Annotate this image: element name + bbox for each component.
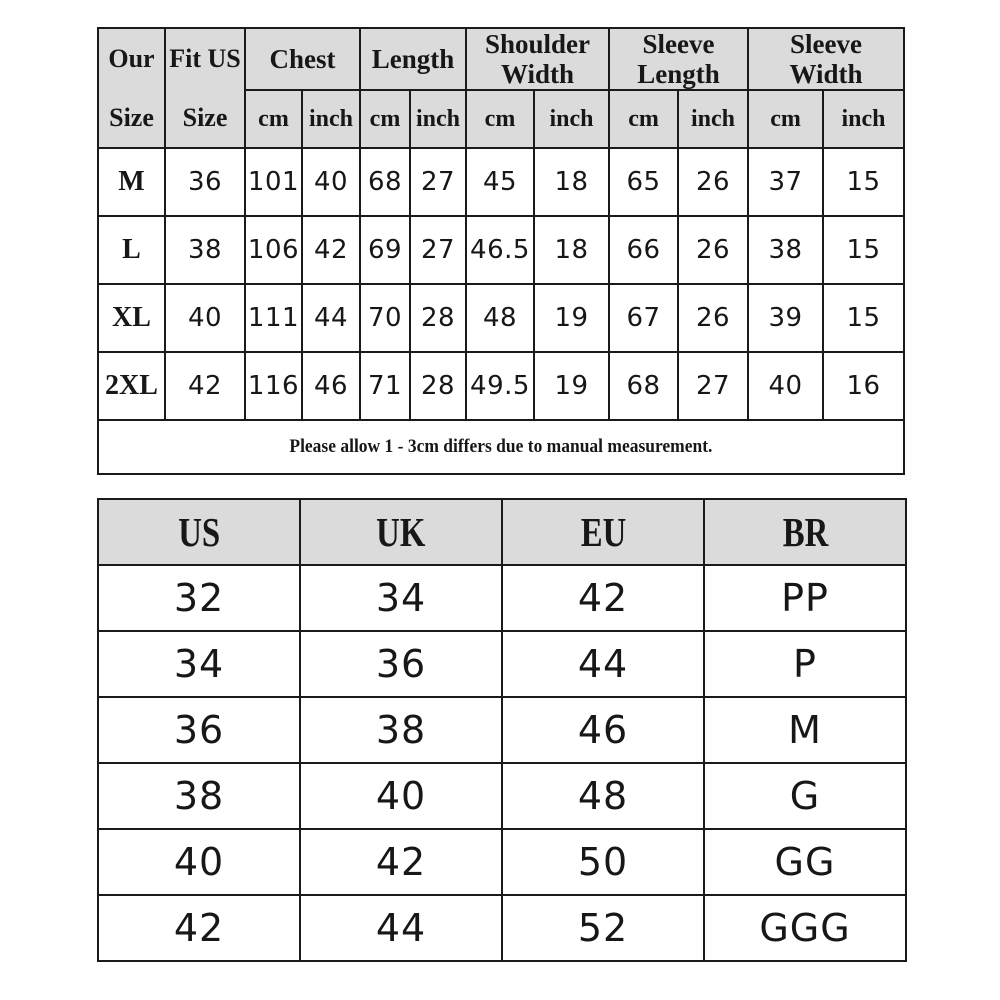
shoulder-inch-value: 18 xyxy=(534,216,609,284)
measurement-note xyxy=(98,420,904,474)
sleeve-length-inch-value: 27 xyxy=(678,352,748,420)
chest-inch-value: 40 xyxy=(302,148,360,216)
our-size-header xyxy=(98,28,165,148)
length-cm-value: 68 xyxy=(360,148,410,216)
size-label: 2XL xyxy=(98,352,165,420)
shoulder-cm-value: 48 xyxy=(466,284,534,352)
sleeve-length-inch-label: inch xyxy=(678,90,748,148)
eu-column-header: EU xyxy=(502,499,704,565)
sleeve-width-inch-label: inch xyxy=(823,90,904,148)
length-cm-label: cm xyxy=(360,90,410,148)
size-label: XL xyxy=(98,284,165,352)
sleeve-width-cm-value: 37 xyxy=(748,148,823,216)
br-value: M xyxy=(704,697,906,763)
br-value: PP xyxy=(704,565,906,631)
chest-cm-value: 106 xyxy=(245,216,302,284)
note-row xyxy=(98,420,904,474)
uk-column-header: UK xyxy=(300,499,502,565)
table-row xyxy=(98,895,906,961)
shoulder-cm-value: 46.5 xyxy=(466,216,534,284)
uk-value: 42 xyxy=(300,829,502,895)
br-value: P xyxy=(704,631,906,697)
length-inch-value: 28 xyxy=(410,284,466,352)
measurement-note-text: Please allow 1 - 3cm differs due to manual measurement. xyxy=(289,436,713,458)
uk-value: 40 xyxy=(300,763,502,829)
table-row xyxy=(98,565,906,631)
length-inch-value: 27 xyxy=(410,216,466,284)
us-value: 34 xyxy=(98,631,300,697)
chest-cm-value: 116 xyxy=(245,352,302,420)
eu-value: 44 xyxy=(502,631,704,697)
us-value: 40 xyxy=(98,829,300,895)
chest-inch-value: 42 xyxy=(302,216,360,284)
length-cm-value: 69 xyxy=(360,216,410,284)
table-row xyxy=(98,697,906,763)
chest-cm-value: 111 xyxy=(245,284,302,352)
br-value: G xyxy=(704,763,906,829)
shoulder-cm-value: 45 xyxy=(466,148,534,216)
chest-inch-label: inch xyxy=(302,90,360,148)
table-row-xl xyxy=(98,284,904,352)
sleeve-length-cm-label: cm xyxy=(609,90,678,148)
br-column-header: BR xyxy=(704,499,906,565)
our-size-line2: Size xyxy=(109,102,154,132)
sleeve-width-cm-value: 39 xyxy=(748,284,823,352)
sleeve-length-inch-value: 26 xyxy=(678,216,748,284)
eu-value: 48 xyxy=(502,763,704,829)
sleeve-length-inch-value: 26 xyxy=(678,148,748,216)
our-size-line1: Our xyxy=(108,43,155,73)
br-value: GG xyxy=(704,829,906,895)
fit-us-value: 38 xyxy=(165,216,245,284)
length-inch-value: 28 xyxy=(410,352,466,420)
sleeve-width-inch-value: 15 xyxy=(823,148,904,216)
us-value: 36 xyxy=(98,697,300,763)
sleeve-width-cm-value: 38 xyxy=(748,216,823,284)
chest-cm-value: 101 xyxy=(245,148,302,216)
sleeve-length-cm-value: 67 xyxy=(609,284,678,352)
table-row xyxy=(98,829,906,895)
fit-us-line2: Size xyxy=(182,102,228,132)
uk-value: 36 xyxy=(300,631,502,697)
sleeve-width-inch-value: 15 xyxy=(823,284,904,352)
eu-value: 52 xyxy=(502,895,704,961)
sleeve-length-cm-value: 68 xyxy=(609,352,678,420)
shoulder-inch-value: 18 xyxy=(534,148,609,216)
eu-value: 50 xyxy=(502,829,704,895)
length-cm-value: 70 xyxy=(360,284,410,352)
size-label: M xyxy=(98,148,165,216)
table-row xyxy=(98,631,906,697)
fit-us-value: 40 xyxy=(165,284,245,352)
chest-inch-value: 44 xyxy=(302,284,360,352)
sleeve-width-header: Sleeve Width xyxy=(748,28,904,90)
us-value: 42 xyxy=(98,895,300,961)
conversion-header-row xyxy=(98,499,906,565)
shoulder-cm-label: cm xyxy=(466,90,534,148)
shoulder-inch-value: 19 xyxy=(534,284,609,352)
shoulder-width-header: Shoulder Width xyxy=(466,28,609,90)
sleeve-length-header: Sleeve Length xyxy=(609,28,748,90)
sleeve-width-cm-label: cm xyxy=(748,90,823,148)
header-group-row xyxy=(98,28,904,90)
eu-value: 46 xyxy=(502,697,704,763)
uk-value: 34 xyxy=(300,565,502,631)
shoulder-inch-value: 19 xyxy=(534,352,609,420)
chest-header: Chest xyxy=(245,28,360,90)
table-row-m xyxy=(98,148,904,216)
table-row-2xl xyxy=(98,352,904,420)
length-header: Length xyxy=(360,28,466,90)
sleeve-length-cm-value: 66 xyxy=(609,216,678,284)
sleeve-length-inch-value: 26 xyxy=(678,284,748,352)
sleeve-length-cm-value: 65 xyxy=(609,148,678,216)
uk-value: 38 xyxy=(300,697,502,763)
eu-value: 42 xyxy=(502,565,704,631)
us-column-header: US xyxy=(98,499,300,565)
length-inch-value: 27 xyxy=(410,148,466,216)
fit-us-size-header xyxy=(165,28,245,148)
table-row-l xyxy=(98,216,904,284)
sleeve-width-cm-value: 40 xyxy=(748,352,823,420)
fit-us-value: 42 xyxy=(165,352,245,420)
length-inch-label: inch xyxy=(410,90,466,148)
us-value: 38 xyxy=(98,763,300,829)
size-label: L xyxy=(98,216,165,284)
br-value: GGG xyxy=(704,895,906,961)
fit-us-value: 36 xyxy=(165,148,245,216)
uk-value: 44 xyxy=(300,895,502,961)
fit-us-line1: Fit US xyxy=(169,43,241,73)
length-cm-value: 71 xyxy=(360,352,410,420)
chest-inch-value: 46 xyxy=(302,352,360,420)
size-conversion-table xyxy=(97,498,907,962)
size-measurement-table xyxy=(97,27,905,475)
sleeve-width-inch-value: 15 xyxy=(823,216,904,284)
table-row xyxy=(98,763,906,829)
sleeve-width-inch-value: 16 xyxy=(823,352,904,420)
us-value: 32 xyxy=(98,565,300,631)
shoulder-cm-value: 49.5 xyxy=(466,352,534,420)
shoulder-inch-label: inch xyxy=(534,90,609,148)
chest-cm-label: cm xyxy=(245,90,302,148)
